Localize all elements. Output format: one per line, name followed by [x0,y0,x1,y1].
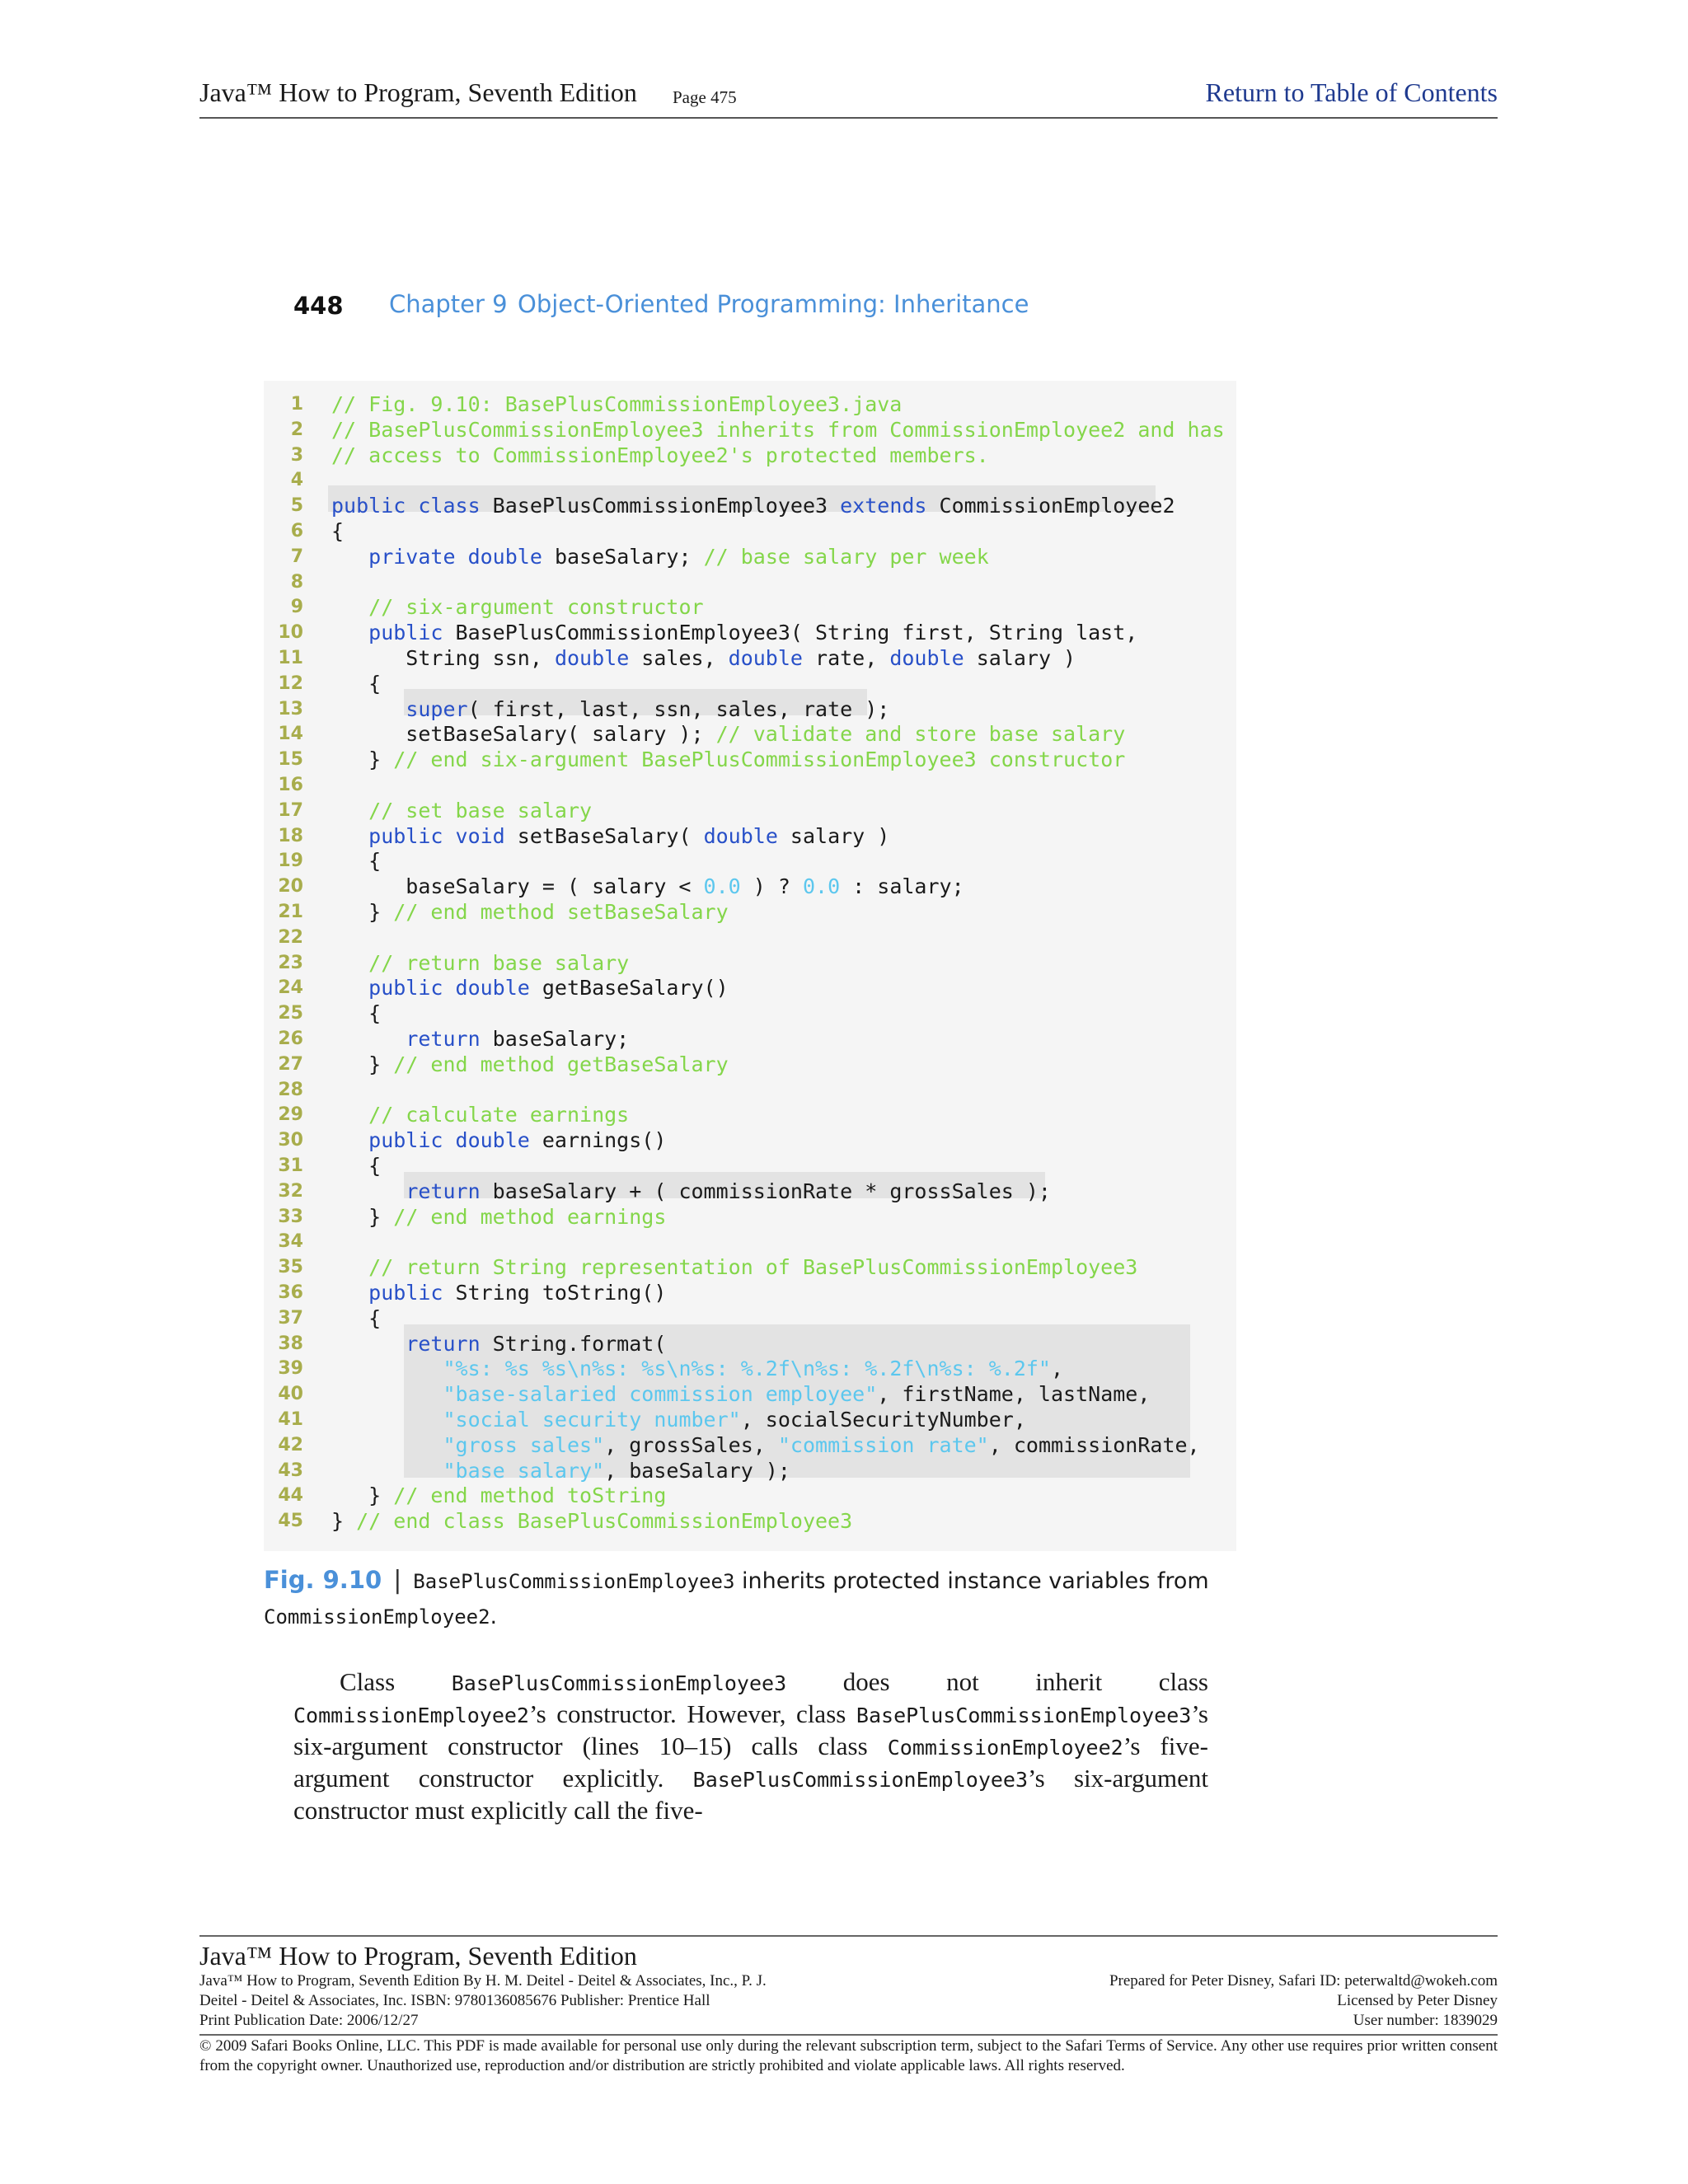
code-text [331,824,889,850]
code-text [331,545,989,570]
header-page-label: Page 475 [673,87,737,107]
line-number: 21 [278,902,303,922]
footer-left-line: Print Publication Date: 2006/12/27 [199,2012,419,2029]
line-number: 13 [278,698,303,719]
footer-license-info [921,1971,1498,2031]
line-number: 27 [278,1053,303,1075]
footer-publication-info [199,1971,941,2031]
line-number: 22 [278,926,303,948]
code-text [331,1509,852,1535]
line-number: 14 [278,724,303,745]
code-token [331,1103,368,1127]
code-token: private double [368,544,555,569]
code-token [331,1357,443,1380]
code-token: BasePlusCommissionEmployee3 [492,494,841,518]
code-token: baseSalary = ( salary < [331,874,704,899]
line-number: 38 [278,1333,303,1354]
code-token: salary ) [976,646,1076,670]
code-token: public [368,621,456,645]
code-text [331,392,902,418]
code-text [331,900,729,926]
line-number: 6 [290,521,303,541]
code-token [331,951,368,975]
code-token: public double [368,1128,542,1153]
code-token: // calculate earnings [368,1103,630,1127]
footer-rule-bottom [199,2034,1498,2036]
code-token [331,799,368,823]
code-token [331,1281,368,1305]
code-token [331,976,368,1000]
code-text [331,1332,666,1357]
code-token [331,1433,443,1457]
footer-info [199,1971,1498,2032]
code-token: // validate and store base salary [715,722,1126,747]
code-token: salary ) [790,823,890,848]
code-token [331,1179,406,1203]
code-text [331,799,592,824]
code-token [331,1332,406,1356]
code-token: // base salary per week [703,544,989,569]
code-text [331,748,1125,773]
code-token [331,545,368,569]
footer-rule-top [199,1935,1498,1937]
body-text-5: ’s five-argument constructor explicitly. [293,1732,1208,1793]
caption-text: inherits protected instance variables from [734,1568,1209,1594]
code-token [331,1408,443,1432]
line-number: 1 [290,394,303,415]
code-text [331,1255,1137,1281]
code-token: extends [840,494,940,518]
code-token: "base salary" [443,1458,605,1483]
code-text [331,1433,1200,1459]
code-text [331,418,1225,443]
code-listing [264,381,1236,1551]
code-token: 0.0 [703,874,741,899]
code-token: "commission rate" [777,1432,989,1457]
code-text [331,874,964,900]
footer-title: Java™ How to Program, Seventh Edition [199,1941,637,1971]
body-text-3: ’s constructor. However, class [528,1699,856,1728]
code-text [331,1459,790,1484]
code-token: double [554,646,642,670]
code-token: String ssn, [331,646,555,670]
code-token: } [331,748,394,772]
footer-right-line: User number: 1839029 [1353,2012,1498,2029]
footer-right-line: Prepared for Peter Disney, Safari ID: peterwaltd@wokeh.com [1109,1972,1498,1990]
printed-page-number: 448 [293,292,344,320]
code-text [331,1154,381,1179]
code-text [331,1128,666,1154]
code-text [331,1052,729,1078]
body-code-1: BasePlusCommissionEmployee3 [451,1671,787,1695]
code-token: } [331,1483,394,1508]
code-token: // end method earnings [393,1204,667,1229]
line-number: 45 [278,1511,303,1532]
line-number: 30 [278,1130,303,1151]
code-text [331,1001,381,1027]
code-token [331,1382,443,1406]
code-token: "gross sales" [443,1432,605,1457]
code-token: 0.0 [802,874,841,899]
code-token: // end method getBaseSalary [393,1052,729,1076]
code-token: , commissionRate, [988,1432,1200,1457]
line-number: 12 [278,673,303,694]
code-token: baseSalary + ( commissionRate * grossSales ); [492,1179,1051,1203]
line-number: 36 [278,1282,303,1303]
code-token: { [331,519,345,543]
code-token [331,1027,406,1051]
code-token: : salary; [840,874,964,899]
line-number: 31 [278,1155,303,1176]
line-number: 35 [278,1257,303,1278]
code-text [331,1357,1063,1382]
line-number: 40 [278,1384,303,1405]
code-text [331,1281,666,1306]
line-number: 43 [278,1460,303,1481]
line-number: 42 [278,1434,303,1455]
code-token: return [406,1027,493,1051]
code-token: baseSalary; [554,544,704,569]
code-text [331,672,381,697]
code-token: , socialSecurityNumber, [740,1408,1026,1432]
footer-left-line: Java™ How to Program, Seventh Edition By H. M. Deitel - Deitel & Associates, Inc., P. J. [199,1972,767,1990]
line-number: 5 [290,495,303,517]
code-text [331,1306,381,1332]
code-text [331,697,889,723]
code-text [331,722,1125,748]
code-text [331,1103,629,1128]
code-text [331,1483,666,1509]
code-token: } [331,1204,394,1229]
line-number: 44 [278,1485,303,1507]
code-token: } [331,900,394,924]
code-token: "%s: %s %s\n%s: %s\n%s: %.2f\n%s: %.2f\n%s: %.2f" [443,1357,1051,1381]
line-number: 4 [290,470,303,491]
code-token: super [406,696,468,721]
code-token: public class [331,494,493,518]
code-token: // end method toString [393,1483,667,1508]
code-text [331,519,344,545]
code-text [331,646,1076,672]
code-token: // set base salary [368,798,593,823]
line-number: 29 [278,1104,303,1126]
line-number: 37 [278,1307,303,1329]
code-token: double [728,646,816,670]
line-number: 2 [290,419,303,440]
code-token: "social security number" [443,1408,741,1432]
line-number: 24 [278,977,303,999]
line-number: 16 [278,775,303,795]
line-number: 28 [278,1079,303,1100]
code-text [331,1179,1051,1205]
line-number: 34 [278,1231,303,1253]
body-paragraph [293,1666,1208,1825]
caption-code-superclass: CommissionEmployee2 [264,1605,490,1629]
code-token: return [406,1331,493,1356]
code-text [331,1408,1026,1433]
code-token: // BasePlusCommissionEmployee3 inherits from CommissionEmployee2 and has [331,417,1225,442]
code-text [331,621,1137,646]
code-token: setBaseSalary( [517,823,704,848]
code-token: double [703,823,790,848]
code-token: } [331,1509,357,1534]
code-token: // Fig. 9.10: BasePlusCommissionEmployee3.java [331,392,903,416]
chapter-label: Chapter 9 [389,290,508,318]
code-token: baseSalary; [492,1027,630,1051]
chapter-title: Object-Oriented Programming: Inheritance [518,290,1029,318]
code-token: { [331,1154,382,1178]
line-number: 7 [290,546,303,567]
running-header [199,76,1498,119]
code-token: , grossSales, [604,1432,778,1457]
code-token: , baseSalary ); [604,1458,790,1483]
code-token: public void [368,823,518,848]
code-token: rate, [815,646,890,670]
code-token: String toString() [455,1281,667,1305]
line-number: 8 [290,571,303,593]
code-token: // return base salary [368,950,630,975]
line-number: 26 [278,1029,303,1049]
line-number: 23 [278,952,303,973]
body-code-5: BasePlusCommissionEmployee3 [692,1768,1029,1792]
code-token: BasePlusCommissionEmployee3( String first, String last, [455,621,1138,645]
body-text-2: does not inherit class [786,1667,1208,1696]
line-number: 18 [278,825,303,846]
code-text [331,1382,1150,1408]
code-token [331,1128,368,1152]
code-text [331,849,381,874]
code-token: getBaseSalary() [542,976,729,1001]
body-code-4: CommissionEmployee2 [887,1736,1123,1760]
line-number: 19 [278,851,303,872]
chapter-heading [293,288,1365,325]
code-text [331,443,989,469]
footer-right-line: Licensed by Peter Disney [1337,1992,1498,2009]
code-token: // end class BasePlusCommissionEmployee3 [356,1509,853,1534]
code-token [331,697,406,721]
line-number: 17 [278,799,303,821]
code-token [331,1459,443,1483]
body-code-3: BasePlusCommissionEmployee3 [856,1704,1192,1727]
line-number: 9 [290,597,303,618]
code-text [331,1205,666,1230]
code-token: // end six-argument BasePlusCommissionEmployee3 constructor [393,748,1126,772]
code-token: double [889,646,977,670]
body-text-6: ’s six-argument constructor must explicitly call the five- [293,1764,1209,1825]
page-footer [199,1935,1498,2076]
code-token: // access to CommissionEmployee2's protected members. [331,443,989,467]
line-number: 10 [278,622,303,644]
code-token: ) ? [740,874,803,899]
code-token [331,595,368,619]
code-token: CommissionEmployee2 [939,494,1175,518]
code-text [331,951,629,977]
caption-separator: | [393,1566,402,1595]
return-to-toc-link[interactable]: Return to Table of Contents [1205,77,1498,107]
line-number: 25 [278,1003,303,1024]
code-token: , [1050,1357,1064,1381]
code-token: } [331,1052,394,1076]
code-token [331,1255,368,1279]
footer-copyright: © 2009 Safari Books Online, LLC. This PDF is made available for personal use only during the relevant subscription term, subject to the Safari Terms of Service. Any other use requires prior written consent from the copyright owner. Unauthorized use, reproduction and/or distribution are strictly prohibited and violate applicable laws. All rights reserved. [199,2037,1498,2074]
line-number: 33 [278,1206,303,1227]
code-token: , firstName, lastName, [877,1382,1151,1407]
body-code-2: CommissionEmployee2 [293,1704,529,1727]
code-token: { [331,1001,382,1026]
code-token [331,621,368,644]
code-token: // return String representation of BasePlusCommissionEmployee3 [368,1255,1138,1280]
line-number: 41 [278,1409,303,1430]
code-token: setBaseSalary( salary ); [331,722,716,747]
line-number: 39 [278,1358,303,1380]
code-token: earnings() [542,1128,667,1153]
code-token: public [368,1281,456,1305]
line-number: 20 [278,876,303,898]
code-token: { [331,1305,382,1330]
figure-label: Fig. 9.10 [264,1566,382,1594]
line-number: 15 [278,749,303,771]
line-number: 3 [290,444,303,466]
code-text [331,595,704,621]
caption-code-class: BasePlusCommissionEmployee3 [413,1570,735,1593]
code-text [331,1027,629,1052]
code-token: String.format( [492,1331,667,1356]
code-token: "base-salaried commission employee" [443,1382,878,1407]
body-text-4: ’s six-argument constructor (lines 10–15) calls class [293,1699,1208,1760]
body-text-1: Class [340,1667,452,1696]
code-token: { [331,671,382,696]
code-text [331,976,729,1001]
code-token: return [406,1179,493,1203]
footer-left-line: Deitel - Deitel & Associates, Inc. ISBN: 9780136085676 Publisher: Prentice Hall [199,1992,710,2009]
code-token: ( first, last, ssn, sales, rate ); [467,696,890,721]
code-token: { [331,849,382,874]
code-token: sales, [641,646,729,670]
code-token: public double [368,976,542,1001]
code-token: // end method setBaseSalary [393,900,729,924]
line-number: 32 [278,1180,303,1202]
line-number: 11 [278,648,303,668]
code-text [331,494,1175,519]
caption-end: . [490,1604,498,1629]
code-token [331,824,368,848]
header-book-title: Java™ How to Program, Seventh Edition [199,77,637,107]
code-token: // six-argument constructor [368,595,704,620]
figure-caption [264,1563,1253,1634]
